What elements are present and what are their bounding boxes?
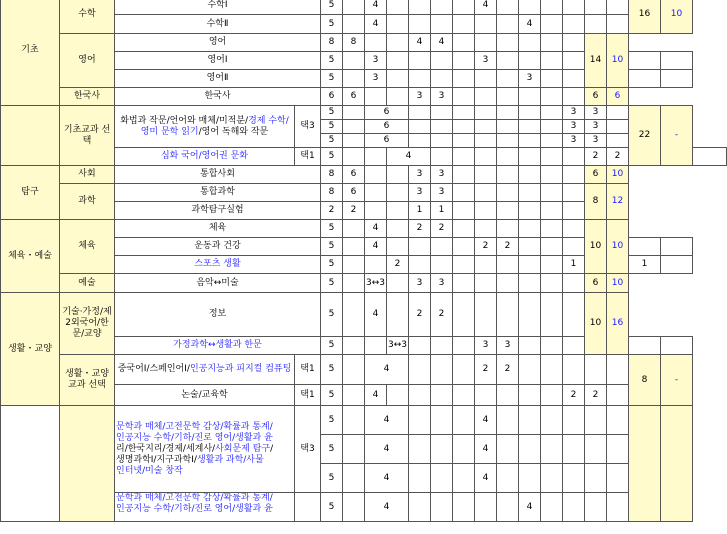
table-row	[1, 184, 727, 202]
table-row	[1, 274, 727, 293]
cell: 2	[475, 238, 497, 256]
cell: 4	[387, 148, 431, 166]
category-empty	[1, 406, 60, 522]
cell: 3	[409, 166, 431, 184]
subject-life-elective: 생활・교양 교과 선택	[60, 355, 115, 406]
total	[629, 406, 661, 522]
course-name	[115, 355, 295, 385]
table-row	[1, 406, 727, 435]
course-name: 영어Ⅰ	[115, 52, 321, 70]
cell: 5	[321, 0, 343, 15]
subject-art: 예술	[60, 274, 115, 293]
subject-science: 과학	[60, 184, 115, 220]
course-name: 스포츠 생활	[115, 256, 321, 274]
cell: 4	[365, 355, 409, 385]
subject-social: 사회	[60, 166, 115, 184]
cell: 6	[365, 106, 409, 120]
cell: 3	[365, 70, 387, 88]
cell: 3	[497, 337, 519, 355]
table-row	[1, 0, 727, 15]
cell: 2	[409, 293, 431, 337]
course-name: 음악↔미술	[115, 274, 321, 293]
cell: 5	[321, 220, 343, 238]
subject-empty	[60, 406, 115, 522]
course-name: 운동과 건강	[115, 238, 321, 256]
cell: 3↔3	[365, 274, 387, 293]
cell: 5	[321, 435, 343, 464]
cell: 4	[365, 15, 387, 34]
credits: 10	[607, 274, 629, 293]
cell: 2	[497, 355, 519, 385]
choice-count	[295, 493, 321, 522]
credits: 12	[607, 184, 629, 220]
course-name: 정보	[115, 293, 321, 337]
cell: 5	[321, 337, 343, 355]
course-line: 인터넷/미술 창작	[116, 465, 183, 476]
cell: 2	[343, 202, 365, 220]
total: 6	[585, 88, 607, 106]
course-name: 영어Ⅱ	[115, 70, 321, 88]
cell: 2	[563, 385, 585, 406]
course-line: 인공지능 수학/기하/진로 영어/생활과 윤	[116, 432, 273, 443]
cell: 3	[431, 274, 453, 293]
course-part: 화법과 작문/언어와 매체/미적분/	[120, 115, 249, 126]
cell: 3	[409, 274, 431, 293]
cell: 2	[607, 148, 629, 166]
course-line: 리/한국지리/경제/세계사/	[116, 443, 216, 454]
choice-count: 택3	[295, 406, 321, 493]
cell: 2	[387, 256, 409, 274]
cell: 5	[321, 464, 343, 493]
cell: 5	[321, 15, 343, 34]
course-line: 사회문제 탐구	[215, 443, 271, 454]
cell: 5	[321, 274, 343, 293]
category-life: 생활・교양	[1, 293, 60, 406]
credits: -	[661, 355, 693, 406]
cell: 1	[409, 202, 431, 220]
category-basic-cont	[1, 106, 60, 166]
course-name	[115, 106, 295, 148]
cell: 3	[563, 120, 585, 134]
cell: 2	[409, 220, 431, 238]
cell: 4	[365, 0, 387, 15]
course-line: 인공지능 수학/기하/진로 영어/생활과 윤	[116, 504, 273, 514]
course-part-new: 경제 수학/영미 문학 읽기	[140, 115, 289, 137]
cell: 3	[585, 120, 607, 134]
table-row	[1, 220, 727, 238]
table-row	[1, 88, 727, 106]
total: 14	[585, 34, 607, 88]
course-line: /	[270, 443, 274, 454]
cell: 3	[365, 52, 387, 70]
course-name: 논술/교육학	[115, 385, 295, 406]
cell: 6	[343, 88, 365, 106]
category-basic: 기초	[1, 0, 60, 106]
subject-korean-history: 한국사	[60, 88, 115, 106]
cell: 1	[431, 202, 453, 220]
cell: 4	[475, 464, 497, 493]
cell: 4	[409, 34, 431, 52]
table-row	[1, 34, 727, 52]
choice-count: 택3	[295, 106, 321, 148]
cell: 4	[365, 493, 409, 522]
cell: 5	[321, 355, 343, 385]
cell: 5	[321, 493, 343, 522]
cell: 3	[409, 88, 431, 106]
course-name: 과학탐구실험	[115, 202, 321, 220]
cell: 5	[321, 70, 343, 88]
credits: 10	[607, 34, 629, 88]
course-name: 심화 국어/영어권 문화	[115, 148, 295, 166]
credits: 10	[607, 220, 629, 274]
course-name: 가정과학↔생활과 한문	[115, 337, 321, 355]
cell: 3	[431, 166, 453, 184]
cell: 4	[519, 493, 541, 522]
subject-basic-elective: 기초교과 선택	[60, 106, 115, 166]
table-row	[1, 293, 727, 337]
subject-pe: 체육	[60, 220, 115, 274]
course-name	[115, 406, 295, 493]
course-name: 체육	[115, 220, 321, 238]
cell: 4	[365, 293, 387, 337]
cell: 4	[475, 435, 497, 464]
cell: 4	[365, 464, 409, 493]
cell: 3	[585, 134, 607, 148]
total: 6	[585, 274, 607, 293]
cell: 4	[365, 220, 387, 238]
cell: 2	[321, 202, 343, 220]
cell: 6	[365, 120, 409, 134]
cell: 5	[321, 148, 343, 166]
cell: 5	[321, 293, 343, 337]
course-name: 영어	[115, 34, 321, 52]
cell: 5	[321, 385, 343, 406]
total: 8	[629, 355, 661, 406]
cell: 3	[431, 88, 453, 106]
course-name: 한국사	[115, 88, 321, 106]
cell: 1	[563, 256, 585, 274]
cell: 2	[585, 385, 607, 406]
cell: 4	[365, 435, 409, 464]
course-part: /영어 독해와 작문	[198, 126, 269, 137]
course-name: 통합과학	[115, 184, 321, 202]
cell: 4	[365, 406, 409, 435]
category-pe-art: 체육・예술	[1, 220, 60, 293]
cell: 4	[519, 15, 541, 34]
cell: 4	[475, 0, 497, 15]
course-part: 중국어Ⅰ/스페인어Ⅰ/	[117, 364, 190, 374]
cell: 5	[321, 120, 343, 134]
course-name	[115, 493, 295, 522]
cell: 4	[431, 34, 453, 52]
cell: 5	[321, 238, 343, 256]
course-part-new: 인공지능과 피지컬 컴퓨팅	[189, 364, 292, 374]
cell: 6	[321, 88, 343, 106]
cell: 3↔3	[387, 337, 409, 355]
cell: 3	[519, 70, 541, 88]
cell: 2	[431, 220, 453, 238]
cell: 5	[321, 106, 343, 120]
credits: 16	[607, 293, 629, 355]
cell: 3	[563, 106, 585, 120]
table-row	[1, 355, 727, 385]
choice-count: 택1	[295, 148, 321, 166]
subject-english: 영어	[60, 34, 115, 88]
course-line: 생활과 과학/사물	[196, 454, 264, 465]
cell: 5	[321, 52, 343, 70]
cell: 8	[321, 34, 343, 52]
choice-count: 택1	[295, 355, 321, 385]
table-row	[1, 106, 727, 120]
course-line: 문학과 매체/고전문학 감상/확률과 통계/	[116, 421, 273, 432]
cell: 8	[343, 34, 365, 52]
cell: 3	[475, 337, 497, 355]
cell: 6	[365, 134, 409, 148]
choice-count: 택1	[295, 385, 321, 406]
subject-tech: 기술·가정/제2외국어/한문/교양	[60, 293, 115, 355]
total: 10	[585, 293, 607, 355]
course-name: 수학Ⅱ	[115, 15, 321, 34]
course-line: 생명과학Ⅰ/지구과학Ⅰ/	[116, 454, 197, 465]
cell: 6	[343, 166, 365, 184]
cell: 2	[475, 355, 497, 385]
total: 6	[585, 166, 607, 184]
total: 16	[629, 0, 661, 34]
credits: -	[661, 106, 693, 166]
cell: 4	[365, 385, 387, 406]
cell: 1	[629, 256, 661, 274]
cell: 3	[475, 52, 497, 70]
subject-math: 수학	[60, 0, 115, 34]
cell: 6	[343, 184, 365, 202]
cell: 3	[409, 184, 431, 202]
cell: 5	[321, 256, 343, 274]
credits: 10	[661, 0, 693, 34]
category-inquiry: 탐구	[1, 166, 60, 220]
total: 22	[629, 106, 661, 166]
cell: 5	[321, 134, 343, 148]
cell: 3	[585, 106, 607, 120]
credits: 10	[607, 166, 629, 184]
cell: 4	[475, 406, 497, 435]
table-row	[1, 166, 727, 184]
cell: 5	[321, 406, 343, 435]
cell: 2	[497, 238, 519, 256]
cell: 8	[321, 184, 343, 202]
course-name: 수학Ⅰ	[115, 0, 321, 15]
cell: 2	[585, 148, 607, 166]
cell: 4	[365, 238, 387, 256]
total: 8	[585, 184, 607, 220]
cell: 8	[321, 166, 343, 184]
course-line: 문학과 매체/고전문학 감상/확률과 통계/	[116, 493, 273, 503]
course-name: 통합사회	[115, 166, 321, 184]
credits	[661, 406, 693, 522]
total: 10	[585, 220, 607, 274]
cell: 3	[431, 184, 453, 202]
cell: 3	[563, 134, 585, 148]
credits: 6	[607, 88, 629, 106]
cell: 2	[431, 293, 453, 337]
